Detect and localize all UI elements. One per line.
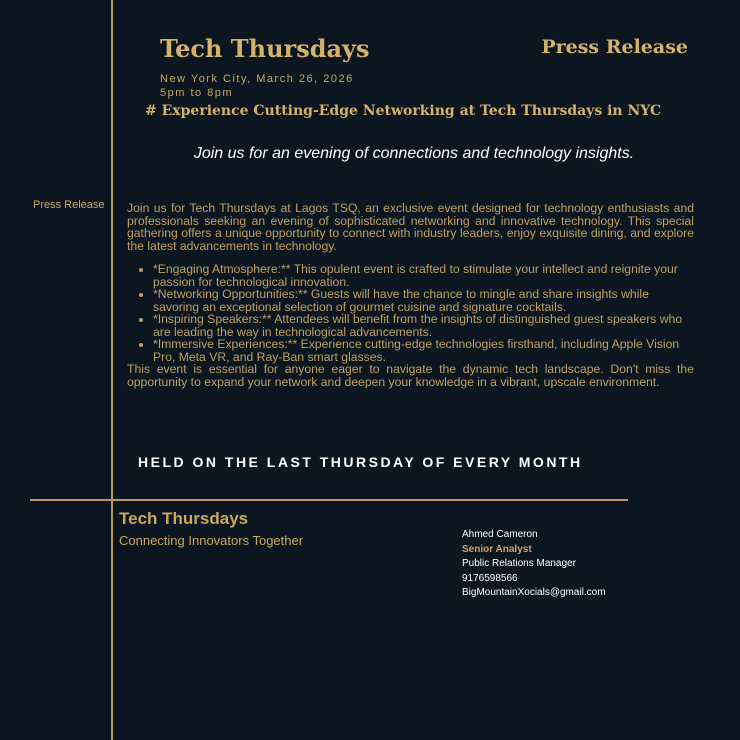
footer-slogan: Connecting Innovators Together — [119, 533, 304, 548]
brand-title: Tech Thursdays — [160, 34, 370, 63]
list-item: • *Inspiring Speakers:** Attendees will benefit from the insights of distinguished guest speakers who are leading the way in technological advancements. — [153, 313, 694, 338]
contact-title: Senior Analyst — [462, 543, 532, 555]
dateline — [160, 72, 354, 100]
intro-paragraph: Join us for Tech Thursdays at Lagos TSQ, an exclusive event designed for technology enthusiasts and professionals seeking an evening of sophisticated networking and innovative technology. This special gathering offers a unique opportunity to connect with industry leaders, enjoy exquisite dining, and explore the latest advancements in technology. — [127, 201, 694, 253]
footer-brand: Tech Thursdays — [119, 509, 249, 528]
highlights-list — [127, 263, 694, 363]
vertical-divider — [111, 0, 113, 740]
subheadline: Join us for an evening of connections and technology insights. — [193, 145, 635, 162]
horizontal-divider — [30, 499, 628, 501]
list-item: • *Networking Opportunities:** Guests will have the chance to mingle and share insights while savoring an exceptional selection of gourmet cuisine and signature cocktails. — [153, 288, 694, 313]
side-label: Press Release — [33, 199, 105, 211]
contact-block — [462, 528, 606, 601]
list-item: • *Immersive Experiences:** Experience cutting-edge technologies firsthand, including Apple Vision Pro, Meta VR, and Ray-Ban smart glasses. — [153, 338, 694, 363]
contact-email: BigMountainXocials@gmail.com — [462, 587, 606, 599]
contact-role: Public Relations Manager — [462, 558, 576, 570]
location-date: New York City, March 26, 2026 — [160, 73, 354, 85]
contact-name: Ahmed Cameron — [462, 529, 538, 540]
body-text — [127, 202, 694, 388]
tagline: HELD ON THE LAST THURSDAY OF EVERY MONTH — [138, 454, 583, 470]
contact-phone: 9176598566 — [462, 572, 518, 584]
event-time: 5pm to 8pm — [160, 87, 234, 99]
document-type-label: Press Release — [541, 36, 688, 58]
headline: # Experience Cutting-Edge Networking at Tech Thursdays in NYC — [145, 103, 662, 119]
list-item: • *Engaging Atmosphere:** This opulent event is crafted to stimulate your intellect and reignite your passion for technological innovation. — [153, 263, 694, 288]
closing-paragraph: This event is essential for anyone eager to navigate the dynamic tech landscape. Don't miss the opportunity to expand your network and deepen your knowledge in a vibrant, upscale environment. — [127, 362, 694, 389]
